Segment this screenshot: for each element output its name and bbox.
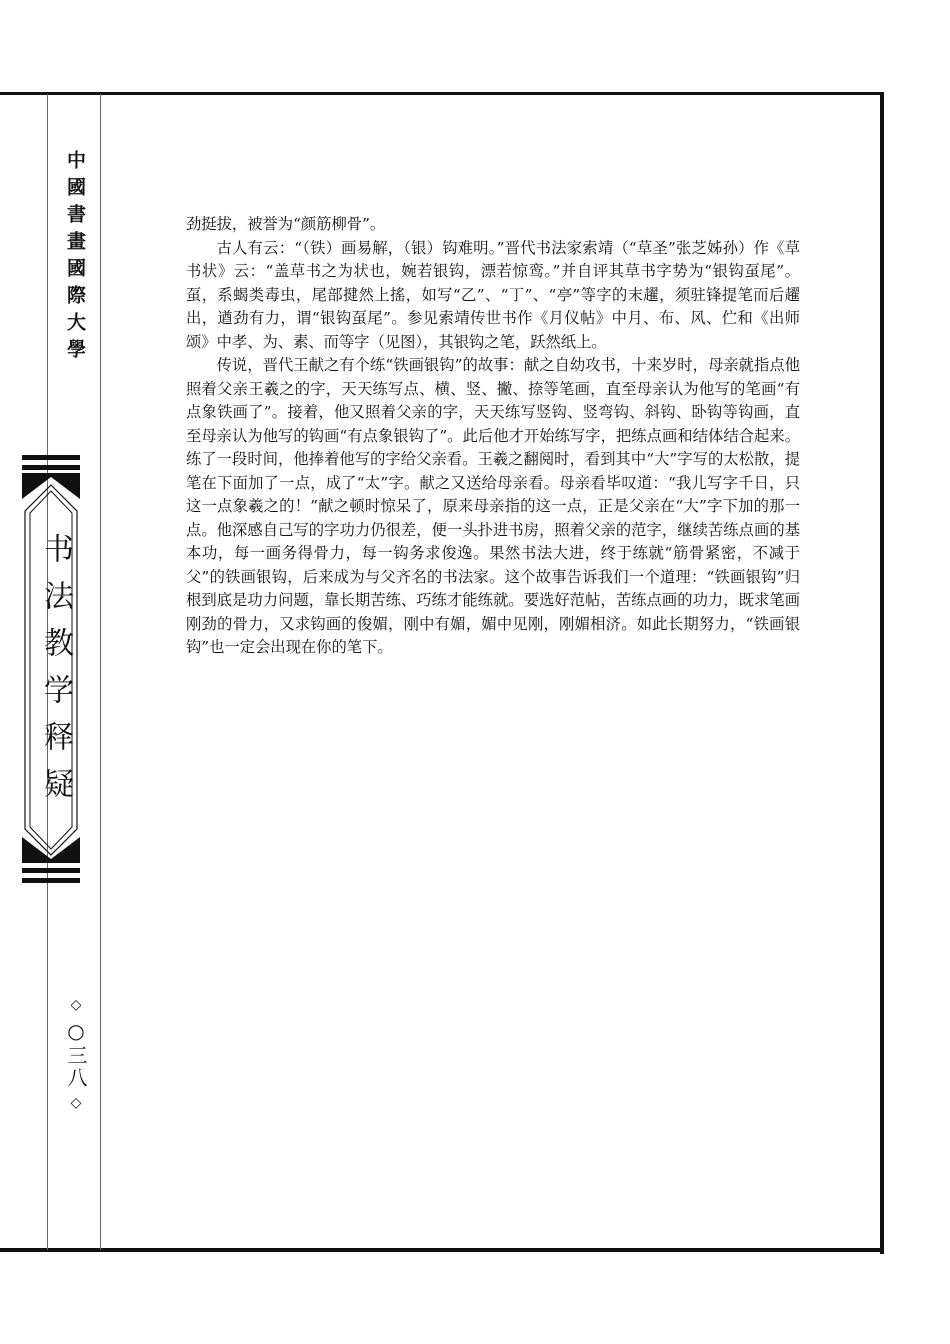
panel-cap-bottom	[22, 837, 80, 863]
book-title: 书法教学释疑	[38, 533, 73, 815]
panel-bar-bottom-inner	[22, 868, 80, 873]
panel-bar-bottom-outer	[22, 878, 80, 883]
university-name: 中國書畫國際大學	[64, 150, 86, 366]
diamond-bottom-icon: ◇	[70, 1095, 82, 1111]
page-number: ○三八	[64, 1019, 88, 1089]
page-frame-bottom	[0, 1248, 884, 1252]
sidebar-rule-right	[100, 94, 101, 1250]
body-text	[186, 213, 800, 660]
diamond-top-icon: ◇	[70, 997, 82, 1013]
panel-cap-top	[22, 473, 80, 499]
paragraph-2: 古人有云：“（铁）画易解，（银）钩难明。”晋代书法家索靖（“草圣”张芝姊孙）作《草书状》云：“盖草书之为状也，婉若银钩，漂若惊鸾。”并自评其草书字势为“银钩虿尾”。虿，系蝎类毒虫，尾部揵然上搖，如写“乙”、“丁”、“亭”等字的末趯，须驻锋提笔而后趯出，遒劲有力，谓“银钩虿尾”。参见索靖传世书作《月仪帖》中月、布、风、伫和《出师颂》中孝、为、素、而等字（见图），其银钩之笔，跃然纸上。	[186, 238, 800, 351]
page-number-block	[62, 995, 90, 1113]
paragraph-3: 传说，晋代王献之有个练“铁画银钩”的故事：献之自幼攻书，十来岁时，母亲就指点他照着父亲王羲之的字，天天练写点、横、竖、撇、捺等笔画，直至母亲认为他写的笔画“有点象铁画了”。接着，他又照着父亲的字，天天练写竖钩、竖弯钩、斜钩、卧钩等钩画，直至母亲认为他写的钩画“有点象银钩了”。此后他才开始练写字，把练点画和结体结合起来。练了一段时间，他捧着他写的字给父亲看。王羲之翻阅时，看到其中“大”字写的太松散，提笔在下面加了一点，成了“太”字。献之又送给母亲看。母亲看毕叹道：“我儿写字千日，只这一点象羲之的！”献之顿时惊呆了，原来母亲指的这一点，正是父亲在“大”字下加的那一点。他深感自己写的字功力仍很差，便一头扑进书房，照着父亲的范字，继续苦练点画的基本功，每一画务得骨力，每一钩务求俊逸。果然书法大进，终于练就“筋骨紧密，不减于父”的铁画银钩，后来成为与父齐名的书法家。这个故事告诉我们一个道理：“铁画银钩”归根到底是功力问题，靠长期苦练、巧练才能练就。要选好范帖，苦练点画的功力，既求笔画刚劲的骨力，又求钩画的俊媚，刚中有媚，媚中见刚，刚媚相济。如此长期努力，“铁画银钩”也一定会出现在你的笔下。	[186, 356, 800, 656]
page-frame-right	[880, 92, 884, 1254]
page-frame-top	[0, 92, 884, 95]
paragraph-1: 劲挺拔，被誉为“颜筋柳骨”。	[186, 215, 386, 233]
